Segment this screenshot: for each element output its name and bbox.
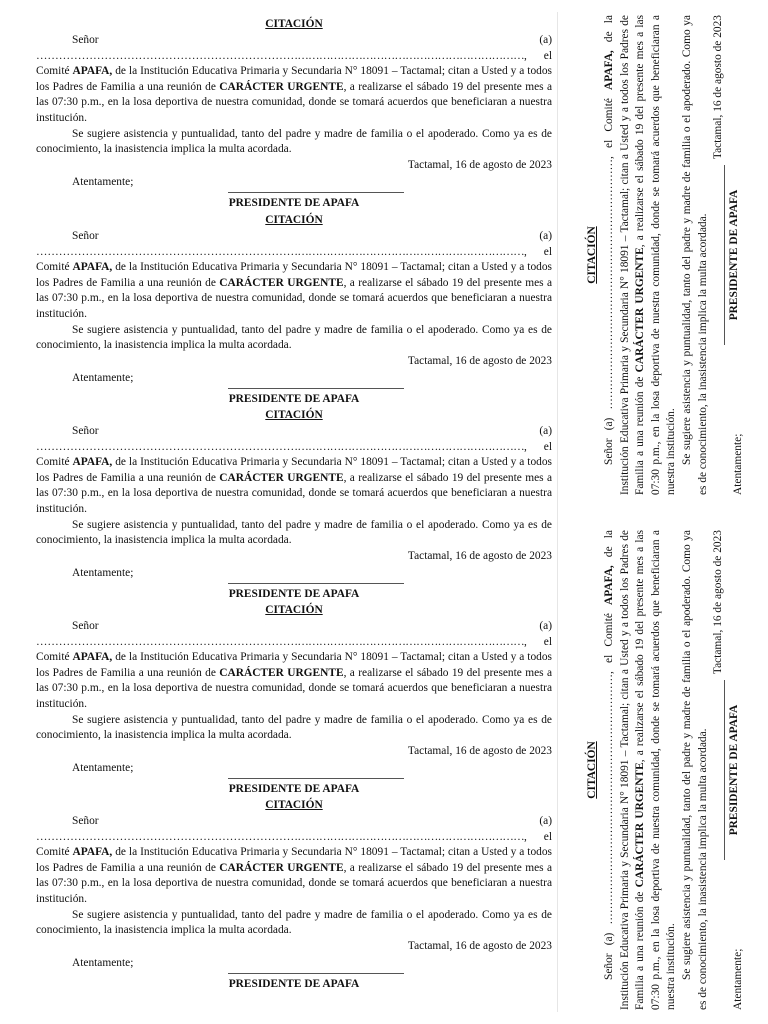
- notice-text-end: , a realizarse el sábado 19 del presente mes a las 07:30 p.m., en la losa deportiva de nuestra comunidad, donde se tomará acuerdos que beneficiaran a nuestra institución.: [36, 276, 553, 320]
- notice-date: Tactamal, 16 de agosto de 2023: [712, 15, 725, 160]
- notice-text-end: , a realizarse el sábado 19 del presente mes a las 07:30 p.m., en la losa deportiva de nuestra comunidad, donde se tomará acuerdos que beneficiaran a nuestra institución.: [36, 861, 553, 905]
- notice-title: CITACIÓN: [265, 409, 323, 421]
- notice-date: Tactamal, 16 de agosto de 2023: [407, 939, 552, 952]
- signature-title: PRESIDENTE DE APAFA: [728, 189, 740, 321]
- notice-closing: Atentamente;: [72, 176, 134, 189]
- notice-paragraph-1: [602, 15, 680, 495]
- citation-notice-5: [36, 797, 552, 992]
- notice-paragraph-2: Se sugiere asistencia y puntualidad, tanto del padre y madre de familia o el apoderado. Como ya es de conocimiento, la inasistencia implica la multa acordada.: [36, 323, 552, 352]
- urgent-label: CARÁCTER URGENTE: [634, 247, 647, 373]
- committee-text: , el Comité: [36, 49, 552, 78]
- notice-text: de la Institución Educativa Primaria y Secundaria N° 18091 – Tactamal; citan a Usted y a todos los Padres de Familia a una reunión de: [36, 456, 552, 484]
- salutation: Señor (a): [603, 924, 615, 980]
- name-blank: …………………………………………………………: [36, 830, 287, 843]
- name-blank: …………………………………………………………: [36, 635, 287, 648]
- urgent-label: CARÁCTER URGENTE: [219, 80, 344, 93]
- signature-line: [228, 583, 404, 584]
- notice-text: de la Institución Educativa Primaria y Secundaria N° 18091 – Tactamal; citan a Usted y a todos los Padres de Familia a una reunión de: [36, 261, 552, 289]
- notice-text-end: , a realizarse el sábado 19 del presente mes a las 07:30 p.m., en la losa deportiva de nuestra comunidad, donde se tomará acuerdos que beneficiaran a nuestra institución.: [36, 80, 553, 124]
- notice-closing: Atentamente;: [72, 957, 134, 970]
- name-blank-extra: …………………………………………………………: [286, 440, 524, 453]
- notice-text-end: , a realizarse el sábado 19 del presente mes a las 07:30 p.m., en la losa deportiva de nuestra comunidad, donde se tomará acuerdos que beneficiaran a nuestra institución.: [634, 15, 678, 495]
- name-blank-extra: …………………………………………………………: [286, 49, 524, 62]
- notice-paragraph-2: Se sugiere asistencia y puntualidad, tanto del padre y madre de familia o el apoderado. Como ya es de conocimiento, la inasistencia implica la multa acordada.: [36, 713, 552, 742]
- notice-closing: Atentamente;: [72, 762, 134, 775]
- name-blank: …………………………………………………………: [36, 440, 287, 453]
- urgent-label: CARÁCTER URGENTE: [219, 666, 344, 679]
- signature-line: [228, 973, 404, 974]
- notice-text-end: , a realizarse el sábado 19 del presente mes a las 07:30 p.m., en la losa deportiva de nuestra comunidad, donde se tomará acuerdos que beneficiaran a nuestra institución.: [36, 471, 553, 515]
- notice-date: Tactamal, 16 de agosto de 2023: [407, 354, 552, 367]
- signature-line: [228, 388, 404, 389]
- notice-title: CITACIÓN: [265, 214, 323, 226]
- name-blank-extra: …………………………………………………………: [286, 245, 524, 258]
- notice-paragraph-2: Se sugiere asistencia y puntualidad, tanto del padre y madre de familia o el apoderado. Como ya es de conocimiento, la inasistencia implica la multa acordada.: [680, 530, 709, 1010]
- notice-closing: Atentamente;: [731, 433, 744, 495]
- salutation: Señor (a): [72, 34, 552, 46]
- notice-text: de la Institución Educativa Primaria y Secundaria N° 18091 – Tactamal; citan a Usted y a todos los Padres de Familia a una reunión de: [36, 651, 552, 679]
- notice-paragraph-2: Se sugiere asistencia y puntualidad, tanto del padre y madre de familia o el apoderado. Como ya es de conocimiento, la inasistencia implica la multa acordada.: [36, 127, 552, 156]
- notice-title: CITACIÓN: [265, 799, 323, 811]
- notice-title: CITACIÓN: [586, 741, 598, 799]
- notice-text-end: , a realizarse el sábado 19 del presente mes a las 07:30 p.m., en la losa deportiva de nuestra comunidad, donde se tomará acuerdos que beneficiaran a nuestra institución.: [36, 666, 553, 710]
- citation-notice-1: [36, 16, 552, 211]
- org-name: APAFA,: [72, 651, 113, 664]
- name-blank: …………………………………………………………: [603, 158, 615, 410]
- urgent-label: CARÁCTER URGENTE: [219, 471, 344, 484]
- notice-paragraph-1: [36, 619, 552, 713]
- org-name: APAFA,: [603, 565, 615, 605]
- name-blank: …………………………………………………………: [36, 49, 287, 62]
- committee-text: , el Comité: [36, 635, 552, 664]
- notice-paragraph-1: [36, 33, 552, 127]
- org-name: APAFA,: [72, 261, 113, 274]
- salutation: Señor (a): [603, 409, 615, 465]
- name-blank-extra: …………………………………………………………: [286, 830, 524, 843]
- notice-body: [36, 619, 552, 777]
- notice-date: Tactamal, 16 de agosto de 2023: [407, 744, 552, 757]
- citation-notice-4: [36, 602, 552, 797]
- notice-paragraph-1: [602, 530, 680, 1010]
- signature-title: PRESIDENTE DE APAFA: [228, 197, 360, 209]
- salutation: Señor (a): [72, 230, 552, 242]
- notice-title: CITACIÓN: [265, 604, 323, 616]
- signature-line: [228, 778, 404, 779]
- notice-paragraph-2: Se sugiere asistencia y puntualidad, tanto del padre y madre de familia o el apoderado. Como ya es de conocimiento, la inasistencia implica la multa acordada.: [36, 908, 552, 937]
- name-blank-extra: …………………………………………………………: [286, 635, 524, 648]
- committee-text: , el Comité: [603, 604, 615, 674]
- notice-body: [36, 814, 552, 972]
- salutation: Señor (a): [72, 620, 552, 632]
- signature-title: PRESIDENTE DE APAFA: [228, 588, 360, 600]
- notice-text: de la Institución Educativa Primaria y Secundaria N° 18091 – Tactamal; citan a Usted y a todos los Padres de Familia a una reunión de: [603, 530, 647, 1010]
- committee-text: , el Comité: [36, 830, 552, 859]
- name-blank: …………………………………………………………: [603, 673, 615, 925]
- notice-body: [36, 33, 552, 191]
- org-name: APAFA,: [72, 456, 113, 469]
- notice-body: [36, 424, 552, 582]
- notice-paragraph-1: [36, 424, 552, 518]
- org-name: APAFA,: [72, 846, 113, 859]
- signature-line: [228, 192, 404, 193]
- committee-text: , el Comité: [603, 89, 615, 159]
- notice-text: de la Institución Educativa Primaria y Secundaria N° 18091 – Tactamal; citan a Usted y a todos los Padres de Familia a una reunión de: [36, 846, 552, 874]
- salutation: Señor (a): [72, 425, 552, 437]
- notice-body: [36, 229, 552, 387]
- notice-closing: Atentamente;: [72, 567, 134, 580]
- citation-notice-3: [36, 407, 552, 602]
- notice-text: de la Institución Educativa Primaria y Secundaria N° 18091 – Tactamal; citan a Usted y a todos los Padres de Familia a una reunión de: [36, 65, 552, 93]
- notice-paragraph-1: [36, 814, 552, 908]
- notice-text: de la Institución Educativa Primaria y Secundaria N° 18091 – Tactamal; citan a Usted y a todos los Padres de Familia a una reunión de: [603, 15, 647, 495]
- citation-notice-2: [36, 212, 552, 407]
- urgent-label: CARÁCTER URGENTE: [219, 861, 344, 874]
- salutation: Señor (a): [72, 815, 552, 827]
- rotated-citation-notice-1: [584, 15, 744, 495]
- signature-title: PRESIDENTE DE APAFA: [228, 783, 360, 795]
- notice-date: Tactamal, 16 de agosto de 2023: [407, 549, 552, 562]
- signature-title: PRESIDENTE DE APAFA: [228, 978, 360, 990]
- urgent-label: CARÁCTER URGENTE: [634, 762, 647, 888]
- org-name: APAFA,: [72, 65, 113, 78]
- name-blank: …………………………………………………………: [36, 245, 287, 258]
- notice-text-end: , a realizarse el sábado 19 del presente mes a las 07:30 p.m., en la losa deportiva de nuestra comunidad, donde se tomará acuerdos que beneficiaran a nuestra institución.: [634, 530, 678, 1010]
- notice-closing: Atentamente;: [731, 948, 744, 1010]
- org-name: APAFA,: [603, 50, 615, 90]
- committee-text: , el Comité: [36, 440, 552, 469]
- notice-closing: Atentamente;: [72, 372, 134, 385]
- committee-text: , el Comité: [36, 245, 552, 274]
- notice-date: Tactamal, 16 de agosto de 2023: [712, 530, 725, 675]
- notice-paragraph-1: [36, 229, 552, 323]
- urgent-label: CARÁCTER URGENTE: [219, 276, 344, 289]
- notice-paragraph-2: Se sugiere asistencia y puntualidad, tanto del padre y madre de familia o el apoderado. Como ya es de conocimiento, la inasistencia implica la multa acordada.: [36, 518, 552, 547]
- notice-title: CITACIÓN: [586, 226, 598, 284]
- signature-title: PRESIDENTE DE APAFA: [228, 393, 360, 405]
- column-divider: [557, 12, 558, 1012]
- rotated-citation-notice-2: [584, 530, 744, 1010]
- signature-title: PRESIDENTE DE APAFA: [728, 704, 740, 836]
- notice-date: Tactamal, 16 de agosto de 2023: [407, 158, 552, 171]
- notice-title: CITACIÓN: [265, 18, 323, 30]
- notice-paragraph-2: Se sugiere asistencia y puntualidad, tanto del padre y madre de familia o el apoderado. Como ya es de conocimiento, la inasistencia implica la multa acordada.: [680, 15, 709, 495]
